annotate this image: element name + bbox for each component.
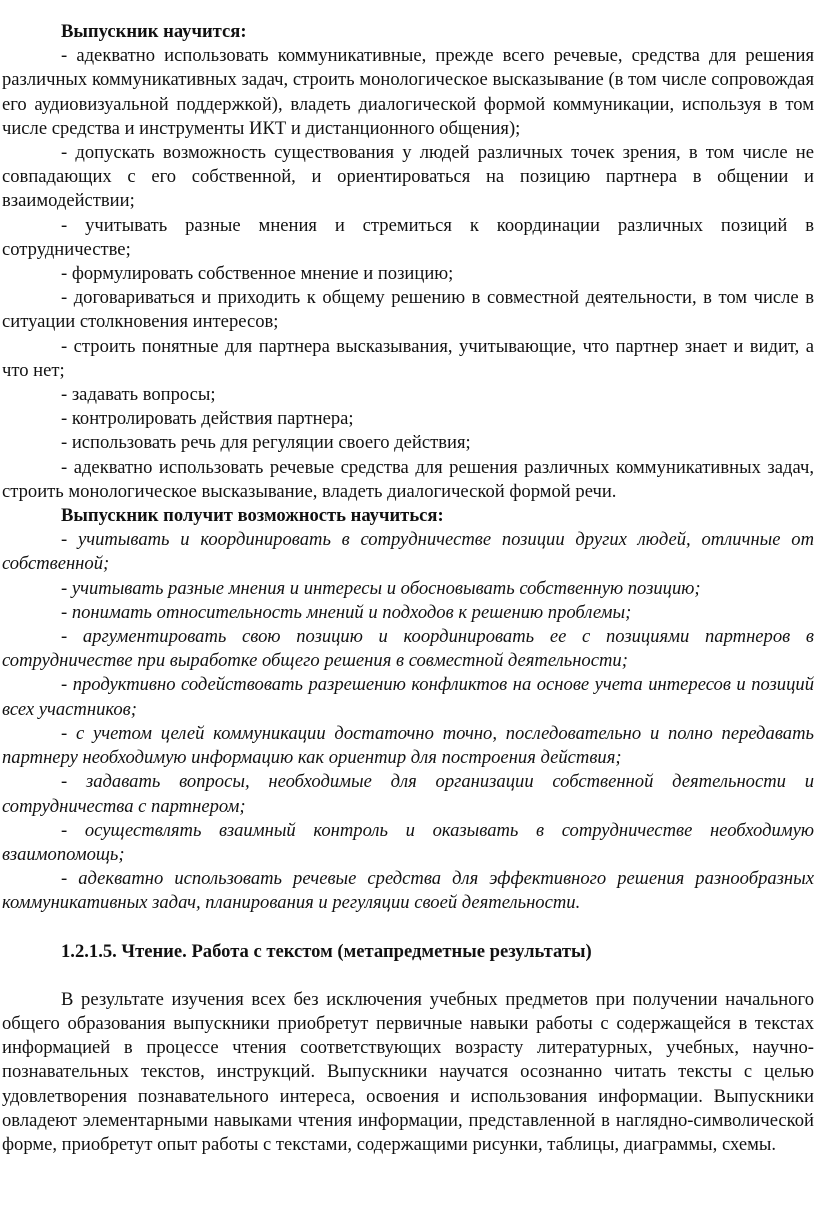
list-item: - адекватно использовать коммуникативные, прежде всего речевые, средства для решения различных коммуникативных задач, строить монологическое высказывание (в том числе сопровождая его аудиовизуальной поддержкой), владеть диалогической формой коммуникации, используя в том числе средства и инструменты ИКТ и дистанционного общения); bbox=[2, 45, 814, 139]
section-heading-opportunity: Выпускник получит возможность научиться: bbox=[61, 505, 444, 527]
list-item: - задавать вопросы, необходимые для организации собственной деятельности и сотрудничества с партнером; bbox=[2, 771, 814, 817]
list-item: - адекватно использовать речевые средства для решения различных коммуникативных задач, строить монологическое высказывание, владеть диалогической формой речи. bbox=[2, 456, 814, 502]
list-item: - строить понятные для партнера высказывания, учитывающие, что партнер знает и видит, а что нет; bbox=[2, 335, 814, 381]
list-item: - задавать вопросы; bbox=[61, 384, 216, 406]
list-item: - формулировать собственное мнение и позицию; bbox=[61, 263, 454, 285]
list-item: - учитывать разные мнения и интересы и обосновывать собственную позицию; bbox=[61, 577, 701, 599]
body-paragraph: В результате изучения всех без исключения учебных предметов при получении начального общего образования выпускники приобретут первичные навыки работы с содержащейся в текстах информацией в процессе чтения соответствующих возрасту литературных, учебных, научно-познавательных текстов, инструкций. Выпускники научатся осознанно читать тексты с целью удовлетворения познавательного интереса, освоения и использования информации. Выпускники овладеют элементарными навыками чтения информации, представленной в наглядно-символической форме, приобретут опыт работы с текстами, содержащими рисунки, таблицы, диаграммы, схемы. bbox=[2, 988, 814, 1155]
document-page bbox=[2, 20, 814, 1157]
list-item: - понимать относительность мнений и подходов к решению проблемы; bbox=[61, 601, 632, 623]
list-item: - аргументировать свою позицию и координировать ее с позициями партнеров в сотрудничестве при выработке общего решения в совместной деятельности; bbox=[2, 626, 814, 672]
list-item: - учитывать разные мнения и стремиться к координации различных позиций в сотрудничестве; bbox=[2, 214, 814, 260]
list-item: - адекватно использовать речевые средства для эффективного решения разнообразных коммуникативных задач, планирования и регуляции своей деятельности. bbox=[2, 868, 814, 914]
list-item: - использовать речь для регуляции своего действия; bbox=[61, 432, 471, 454]
list-item: - продуктивно содействовать разрешению конфликтов на основе учета интересов и позиций всех участников; bbox=[2, 674, 814, 720]
section-heading-reading: 1.2.1.5. Чтение. Работа с текстом (метапредметные результаты) bbox=[61, 940, 592, 962]
list-item: - допускать возможность существования у людей различных точек зрения, в том числе не совпадающих с его собственной, и ориентироваться на позицию партнера в общении и взаимодействии; bbox=[2, 142, 814, 212]
list-item: - учитывать и координировать в сотрудничестве позиции других людей, отличные от собственной; bbox=[2, 529, 814, 575]
list-item: - с учетом целей коммуникации достаточно точно, последовательно и полно передавать партнеру необходимую информацию как ориентир для построения действия; bbox=[2, 722, 814, 769]
list-item: - контролировать действия партнера; bbox=[61, 408, 354, 430]
section-heading-will-learn: Выпускник научится: bbox=[61, 21, 247, 42]
list-item: - договариваться и приходить к общему решению в совместной деятельности, в том числе в ситуации столкновения интересов; bbox=[2, 287, 814, 333]
list-item: - осуществлять взаимный контроль и оказывать в сотрудничестве необходимую взаимопомощь; bbox=[2, 819, 814, 865]
